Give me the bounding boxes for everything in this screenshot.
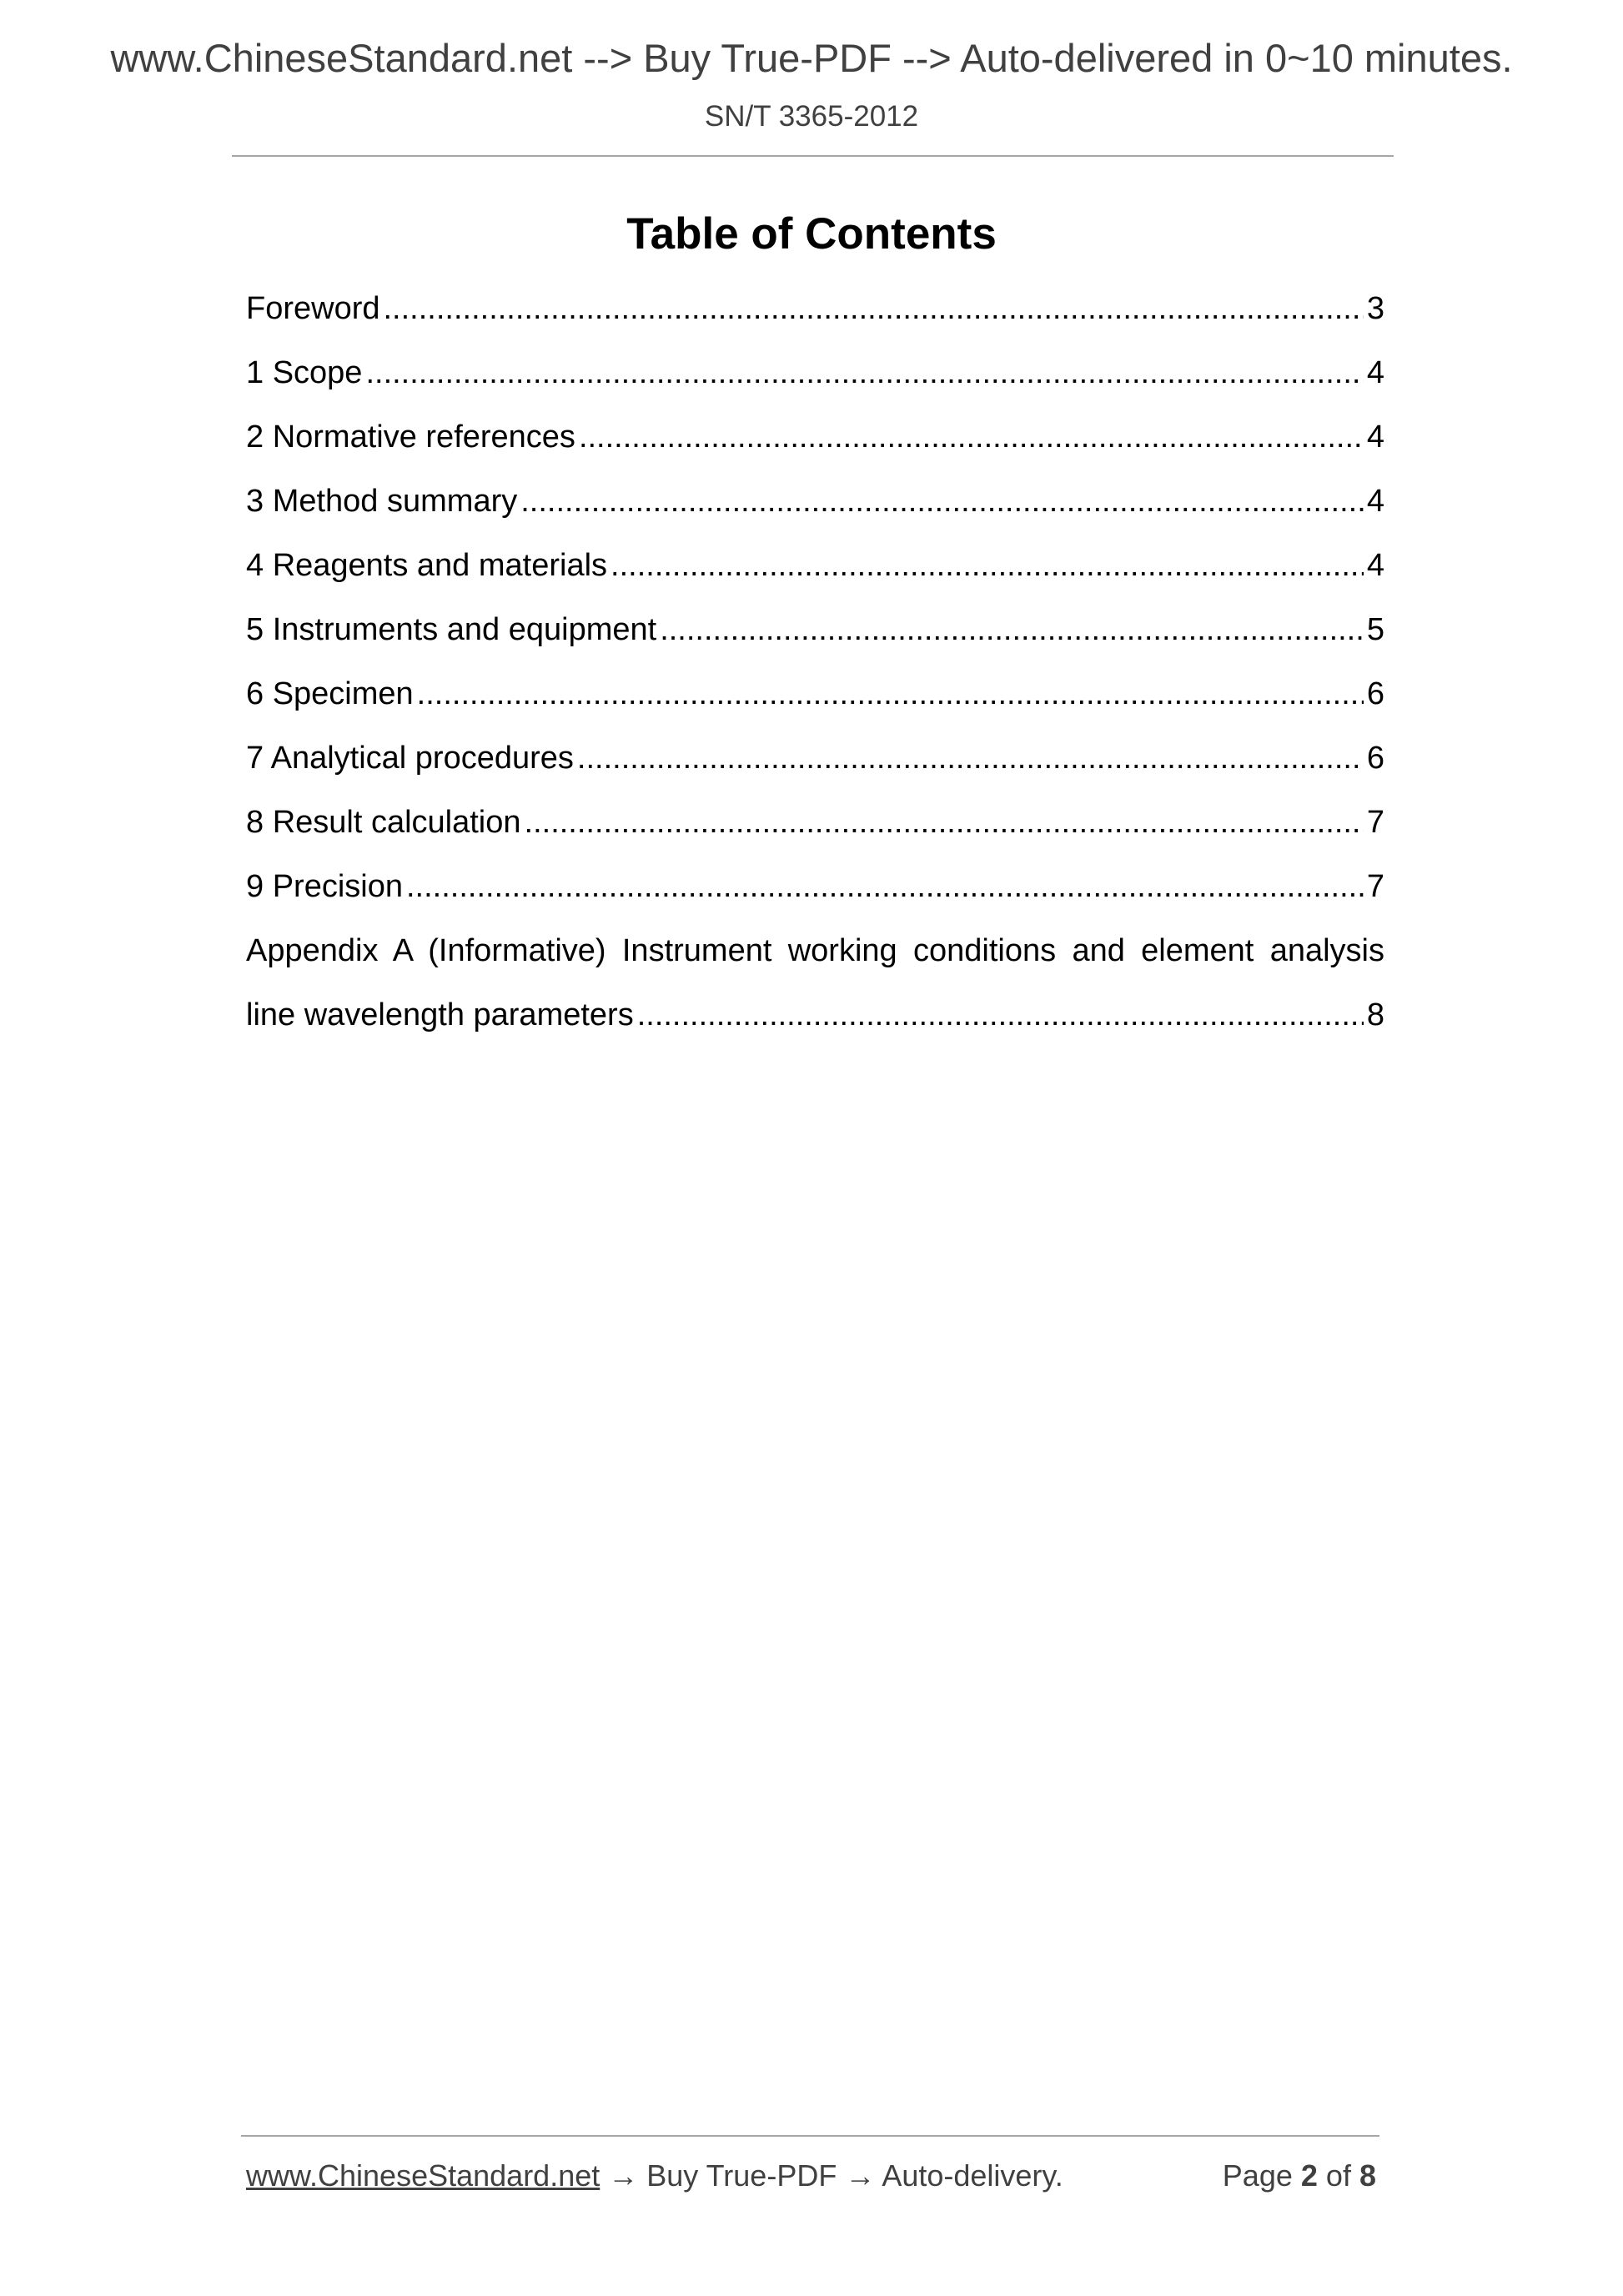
toc-title: Table of Contents: [626, 209, 997, 259]
toc-leader-dots: [611, 540, 1364, 590]
toc-leader-dots: [579, 412, 1364, 462]
footer-tagline: → Buy True-PDF → Auto-delivery.: [600, 2158, 1063, 2193]
toc-entry-page: 7: [1366, 869, 1384, 904]
toc-entry-label: 3 Method summary: [246, 484, 518, 519]
toc-leader-dots: [417, 669, 1364, 719]
toc-entry-page: 4: [1366, 420, 1384, 455]
toc-leader-dots: [384, 284, 1364, 334]
toc-leader-dots: [365, 348, 1363, 398]
toc-entry-page: 4: [1366, 355, 1384, 390]
toc-leader-dots: [637, 990, 1364, 1040]
footer-site-link[interactable]: www.ChineseStandard.net: [246, 2158, 600, 2193]
page-label: Page: [1222, 2158, 1293, 2193]
toc-entry-page: 6: [1366, 741, 1384, 776]
toc-entry-appendix-a[interactable]: [246, 926, 1384, 1054]
toc-entry-page: 4: [1366, 548, 1384, 583]
toc-entry-label: 1 Scope: [246, 355, 363, 390]
toc-entry-method-summary[interactable]: [246, 476, 1384, 540]
toc-entry-label: Foreword: [246, 291, 380, 326]
toc-entry-page: 5: [1366, 612, 1384, 647]
toc-entry-page: 8: [1366, 997, 1384, 1032]
toc-entry-precision[interactable]: [246, 862, 1384, 926]
toc-leader-dots: [577, 733, 1364, 783]
toc-leader-dots: [525, 797, 1364, 847]
page-footer: [246, 2155, 1376, 2197]
toc-entry-scope[interactable]: [246, 348, 1384, 412]
header-divider: [232, 155, 1394, 157]
toc-entry-normative-references[interactable]: [246, 412, 1384, 476]
toc-entry-page: 6: [1366, 676, 1384, 711]
toc-entry-page: 7: [1366, 805, 1384, 840]
toc-entry-result-calculation[interactable]: [246, 797, 1384, 862]
footer-divider: [241, 2135, 1379, 2137]
page-total: 8: [1359, 2158, 1376, 2193]
page-of-label: of: [1325, 2158, 1351, 2193]
toc-entry-label: 2 Normative references: [246, 420, 575, 455]
toc-entry-label: 7 Analytical procedures: [246, 741, 574, 776]
table-of-contents: [246, 284, 1384, 1054]
toc-entry-page: 4: [1366, 484, 1384, 519]
toc-entry-label: 6 Specimen: [246, 676, 414, 711]
toc-leader-dots: [520, 476, 1364, 526]
site-banner: www.ChineseStandard.net --> Buy True-PDF --> Auto-delivered in 0~10 minutes.: [110, 36, 1513, 80]
toc-entry-label-continued: line wavelength parameters: [246, 997, 634, 1032]
standard-code: SN/T 3365-2012: [704, 100, 919, 133]
toc-entry-instruments[interactable]: [246, 605, 1384, 669]
toc-entry-label: Appendix A (Informative) Instrument working conditions and element analysis: [246, 933, 1384, 968]
toc-entry-specimen[interactable]: [246, 669, 1384, 733]
toc-entry-label: 4 Reagents and materials: [246, 548, 608, 583]
toc-entry-reagents[interactable]: [246, 540, 1384, 605]
page-number: [1223, 2155, 1376, 2197]
toc-leader-dots: [406, 862, 1364, 912]
toc-entry-analytical-procedures[interactable]: [246, 733, 1384, 797]
toc-entry-page: 3: [1366, 291, 1384, 326]
page-current: 2: [1300, 2158, 1318, 2193]
toc-leader-dots: [660, 605, 1364, 655]
toc-entry-label: 9 Precision: [246, 869, 403, 904]
toc-entry-label: 8 Result calculation: [246, 805, 521, 840]
toc-entry-foreword[interactable]: [246, 284, 1384, 348]
toc-entry-label: 5 Instruments and equipment: [246, 612, 657, 647]
